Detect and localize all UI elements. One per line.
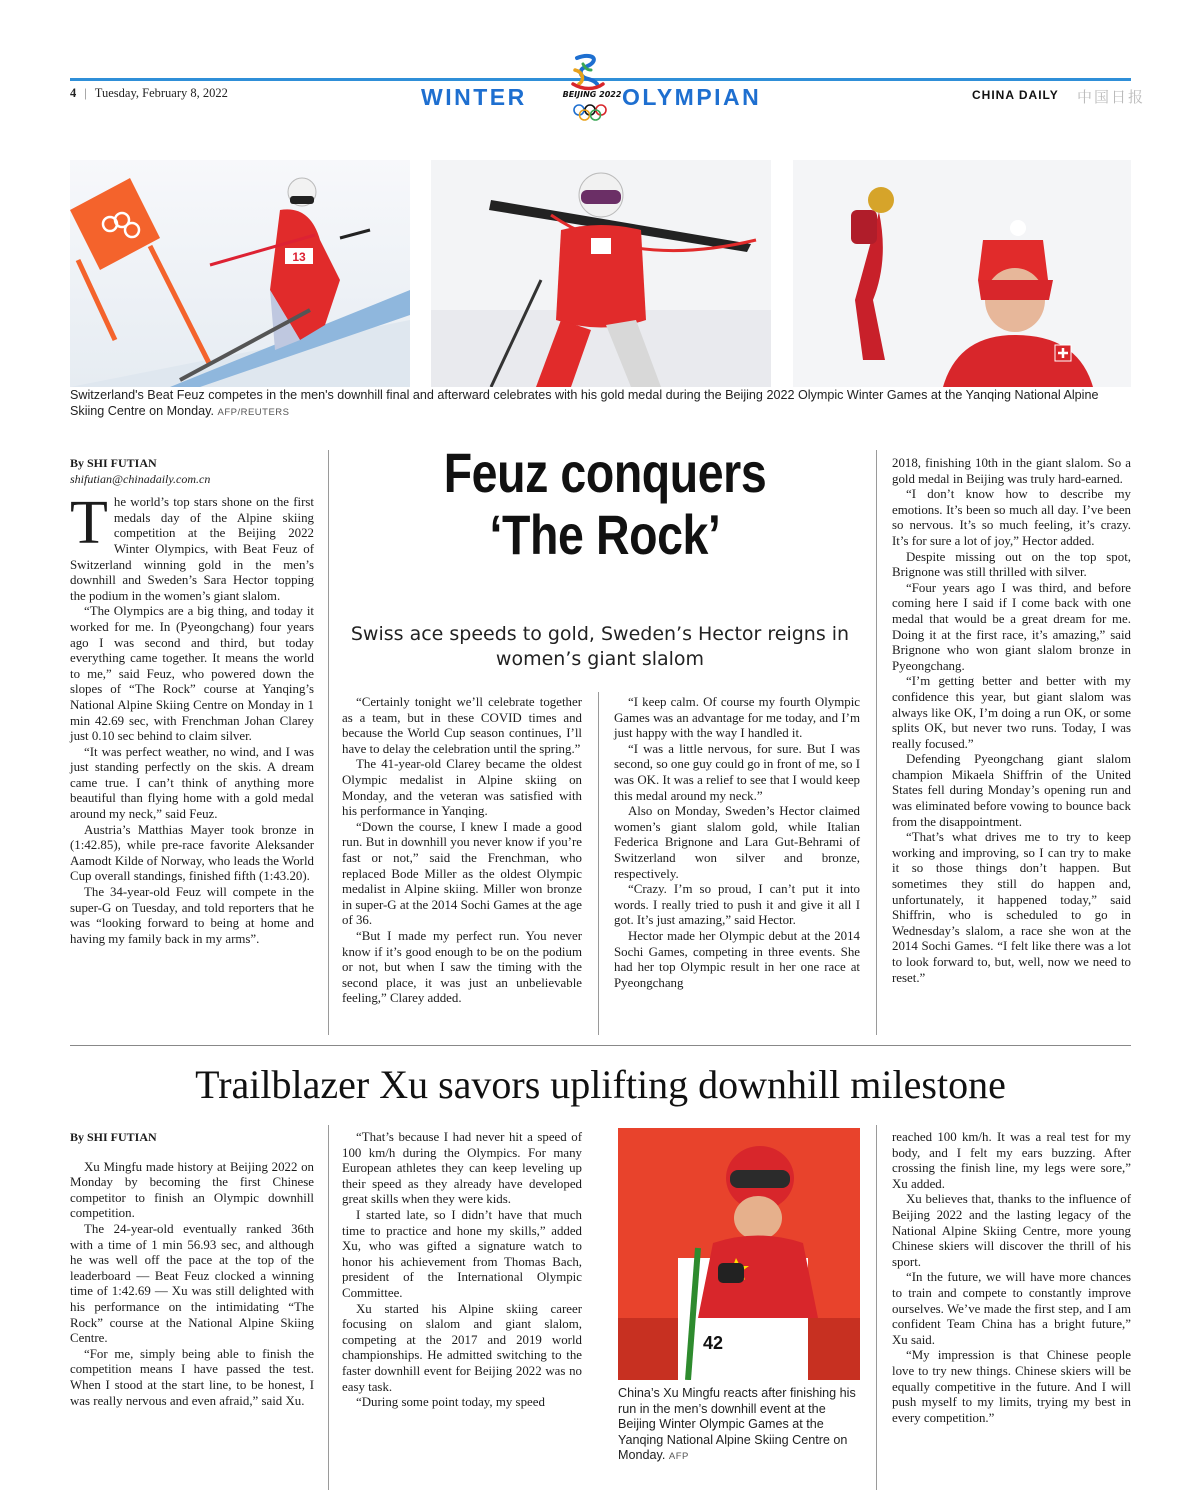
feuz-downhill-image: [70, 160, 410, 387]
top-photo-caption: [70, 388, 1135, 420]
bib-number: 13: [292, 250, 306, 264]
article1-paragraph: “Certainly tonight we’ll celebrate together as a team, but in these COVID times and because the World Cup season continues, I’ll have to delay the celebration until the spring.”: [342, 695, 582, 756]
photo-feuz-finish: [431, 160, 771, 387]
xu-caption-text: China’s Xu Mingfu reacts after finishing his run in the men’s downhill event at the Beijing Winter Olympic Games at the Yanqing National Alpine Skiing Centre on Monday.: [618, 1386, 856, 1463]
article2-paragraph: “My impression is that Chinese people love to try new things. Chinese skiers will be equally competitive in the future. And I will push myself to my limits, trying my best in every competition.”: [892, 1348, 1131, 1425]
article1-paragraph: Despite missing out on the top spot, Brignone was still thrilled with silver.: [892, 549, 1131, 580]
beijing-2022-emblem: [553, 50, 625, 122]
xu-mingfu-image: [618, 1128, 860, 1380]
article2-paragraph: “In the future, we will have more chances to train and compete to constantly improve ourselves. We’ve made the first step, and I am confident Team China has a bright future,” Xu said.: [892, 1270, 1131, 1347]
paper-name-chinese: 中国日报: [1077, 88, 1146, 106]
article2-col1: [70, 1130, 314, 1409]
article1-paragraph: “Four years ago I was third, and before coming here I said if I come back with one medal that would be a great dream for me. Doing it at the first race, it’s amazing,” said Brignone who won giant slalom bronze in Pyeongchang.: [892, 580, 1131, 673]
article1-lead-paragraph: [70, 489, 314, 604]
emblem-text: BEIJING 2022: [562, 90, 622, 99]
column-rule: [876, 1125, 877, 1490]
dropcap: T: [70, 489, 108, 558]
article2-byline: By SHI FUTIAN: [70, 1130, 157, 1144]
article1-col3: [614, 695, 860, 991]
folio-separator: |: [84, 86, 87, 100]
page-folio: [70, 86, 228, 101]
headline-line-2: ‘The Rock’: [489, 503, 721, 566]
section-title-right: OLYMPIAN: [622, 84, 762, 110]
article1-paragraph: “I’m getting better and better with my confidence this year, but giant slalom was always like OK, I’m doing a run OK, or some splits OK, but never two runs. Today, I was really focused.”: [892, 674, 1131, 751]
article1-paragraph: The 34-year-old Feuz will compete in the super-G on Tuesday, and told reporters that he was “looking forward to being at home and having my family back in my arms”.: [70, 885, 314, 946]
article1-headline: [385, 442, 825, 566]
article1-paragraph: “Down the course, I knew I made a good run. But in downhill you never know if you’re fast or not,” said the Frenchman, who replaced Bode Miller as the oldest Olympic medalist in Alpine skiing. Miller won bronze in super-G at the 2014 Sochi Games at the age of 36.: [342, 819, 582, 928]
article1-email: shifutian@chinadaily.com.cn: [70, 471, 211, 486]
article1-col2: [342, 695, 582, 1007]
feuz-medal-image: [793, 160, 1131, 387]
column-rule: [328, 450, 329, 1035]
column-rule: [876, 450, 877, 1035]
article1-deck: Swiss ace speeds to gold, Sweden’s Hector reigns in women’s giant slalom: [350, 623, 850, 670]
article1-paragraph: Also on Monday, Sweden’s Hector claimed women’s giant slalom gold, while Italian Federica Brignone and Lara Gut-Behrami of Switzerland won silver and bronze, respectively.: [614, 804, 860, 881]
column-rule: [598, 692, 599, 1035]
article2-paragraph: The 24-year-old eventually ranked 36th with a time of 1 min 56.93 sec, and although he was well off the pace at the top of the leaderboard — Beat Feuz clocked a winning time of 1:42.69 — Xu was still delighted with his performance on the intimidating “The Rock” course at the National Alpine Skiing Centre.: [70, 1221, 314, 1346]
article1-col1: [70, 456, 314, 947]
section-title-left: WINTER: [421, 84, 527, 110]
article1-paragraph: “The Olympics are a big thing, and today it worked for me. In (Pyeongchang) four years ago I was second and third, but today everything came together. It means the world to me,” said Feuz, who powered down the slopes of “The Rock” course at Yanqing’s National Alpine Skiing Centre on Monday in 1 min 42.69 sec, with Frenchman Johan Clarey just 0.10 sec behind to claim silver.: [70, 604, 314, 744]
article2-paragraph: “That’s because I had never hit a speed of 100 km/h during the Olympics. For many European athletes they can keep leveling up their speed as they already have developed great skills when they were kids.: [342, 1130, 582, 1207]
emblem-graphic-icon: [553, 50, 625, 122]
article2-headline: Trailblazer Xu savors uplifting downhill milestone: [195, 1062, 1006, 1107]
page-number: 4: [70, 86, 77, 100]
article1-paragraph: “It was perfect weather, no wind, and I was just standing perfectly on the skis. A dream came true. I can’t think of anything more beautiful than flying home with a gold medal around my neck,” said Feuz.: [70, 744, 314, 822]
article2-paragraph: I started late, so I didn’t have that much time to practice and hone my skills,” added Xu, who was gifted a signature watch to honor his achievement from Thomas Bach, president of the International Olympic Committee.: [342, 1207, 582, 1300]
issue-date: Tuesday, February 8, 2022: [94, 86, 228, 100]
article1-paragraph: 2018, finishing 10th in the giant slalom. So a gold medal in Beijing was truly hard-earned.: [892, 456, 1131, 486]
xu-photo-caption: [618, 1386, 864, 1465]
article2-paragraph: Xu started his Alpine skiing career focusing on slalom and giant slalom, competing at the 2017 and 2019 world championships. He admitted switching to the faster downhill event for Beijing 2022 was no easy task.: [342, 1301, 582, 1394]
headline-line-1: Feuz conquers: [443, 441, 767, 504]
article1-paragraph: “I don’t know how to describe my emotions. It’s been so much all day. I’ve been so nervous. It’s so much feeling, it’s crazy. It’s for sure a lot of joy,” Hector added.: [892, 487, 1131, 548]
article1-paragraph: “That’s what drives me to try to keep working and improving, so I can try to make it so those things don’t happen. But sometimes they still do happen and, unfortunately, it happened today,” said Shiffrin, who is scheduled to go in Wednesday’s slalom, a race she won at the 2014 Sochi Games. “I felt like there was a lot to look forward to, but, well, now we need to reset.”: [892, 830, 1131, 985]
xu-photo-credit: AFP: [668, 1451, 689, 1463]
top-caption-text: Switzerland's Beat Feuz competes in the men's downhill final and afterward celebrates with his gold medal during the Beijing 2022 Olympic Winter Games at the Yanqing National Alpine Skiing Centre on Monday.: [70, 388, 1099, 418]
article2-paragraph: “For me, simply being able to finish the competition means I have passed the test. When I stood at the start line, to be honest, I was really nervous and even afraid,” said Xu.: [70, 1346, 314, 1408]
article2-paragraph: “During some point today, my speed: [356, 1395, 545, 1410]
article2-col4: [892, 1130, 1131, 1426]
xu-bib-number: 42: [702, 1333, 724, 1353]
photo-xu-mingfu: [618, 1128, 860, 1380]
article1-paragraph: “But I made my perfect run. You never know if it’s good enough to be on the podium or not, but when I saw the timing with the second place, it was just an unbelievable feeling,” Clarey added.: [342, 928, 582, 1006]
article1-byline: By SHI FUTIAN: [70, 456, 157, 470]
article2-paragraph: Xu believes that, thanks to the influence of Beijing 2022 and the lasting legacy of the National Alpine Skiing Centre, more young Chinese skiers will discover the thrill of his sport.: [892, 1192, 1131, 1269]
column-rule: [328, 1125, 329, 1490]
article1-lead-text: he world’s top stars shone on the first medals day of the Alpine skiing competition at the Beijing 2022 Winter Olympics, with Beat Feuz of Switzerland winning gold in the men’s downhill and Sweden’s Sara Hector topping the podium in the women’s giant slalom.: [70, 495, 314, 603]
article2-col2: [342, 1130, 582, 1411]
article1-paragraph: “I keep calm. Of course my fourth Olympic Games was an advantage for me today, and I’m just happy with the way I handled it.: [614, 695, 860, 741]
photo-feuz-downhill: [70, 160, 410, 387]
section-divider: [70, 1045, 1131, 1046]
paper-name: CHINA DAILY: [972, 88, 1059, 102]
article2-paragraph: Xu Mingfu made history at Beijing 2022 on Monday by becoming the first Chinese competitor to finish an Olympic downhill competition.: [70, 1159, 314, 1221]
article1-paragraph: Austria’s Matthias Mayer took bronze in (1:42.85), while pre-race favorite Aleksander Aamodt Kilde of Norway, who leads the World Cup overall standings, finished fifth (1:43.20).: [70, 822, 314, 884]
photo-feuz-medal: [793, 160, 1131, 387]
feuz-finish-image: [431, 160, 771, 387]
article1-col4: [892, 456, 1131, 986]
top-photo-credit: AFP/REUTERS: [217, 406, 290, 418]
article1-paragraph: “I was a little nervous, for sure. But I was second, so one guy could go in front of me, so I was OK. It was a relief to see that I would keep this medal around my neck.”: [614, 741, 860, 803]
article2-paragraph: reached 100 km/h. It was a real test for my body, and I felt my ears buzzing. After crossing the finish line, my legs were sore,” Xu added.: [892, 1130, 1131, 1191]
article1-paragraph: The 41-year-old Clarey became the oldest Olympic medalist in Alpine skiing on Monday, and the veteran was satisfied with his performance in Yanqing.: [342, 757, 582, 819]
article1-paragraph: Hector made her Olympic debut at the 2014 Sochi Games, competing in three events. She had her top Olympic result in her one race at Pyeongchang: [614, 928, 860, 990]
article1-paragraph: Defending Pyeongchang giant slalom champion Mikaela Shiffrin of the United States fell during Monday’s opening run and was eliminated before vowing to bounce back from the disappointment.: [892, 752, 1131, 829]
article1-paragraph: “Crazy. I’m so proud, I can’t put it into words. I really tried to push it and give it all I got. It’s just amazing,” said Hector.: [614, 882, 860, 928]
